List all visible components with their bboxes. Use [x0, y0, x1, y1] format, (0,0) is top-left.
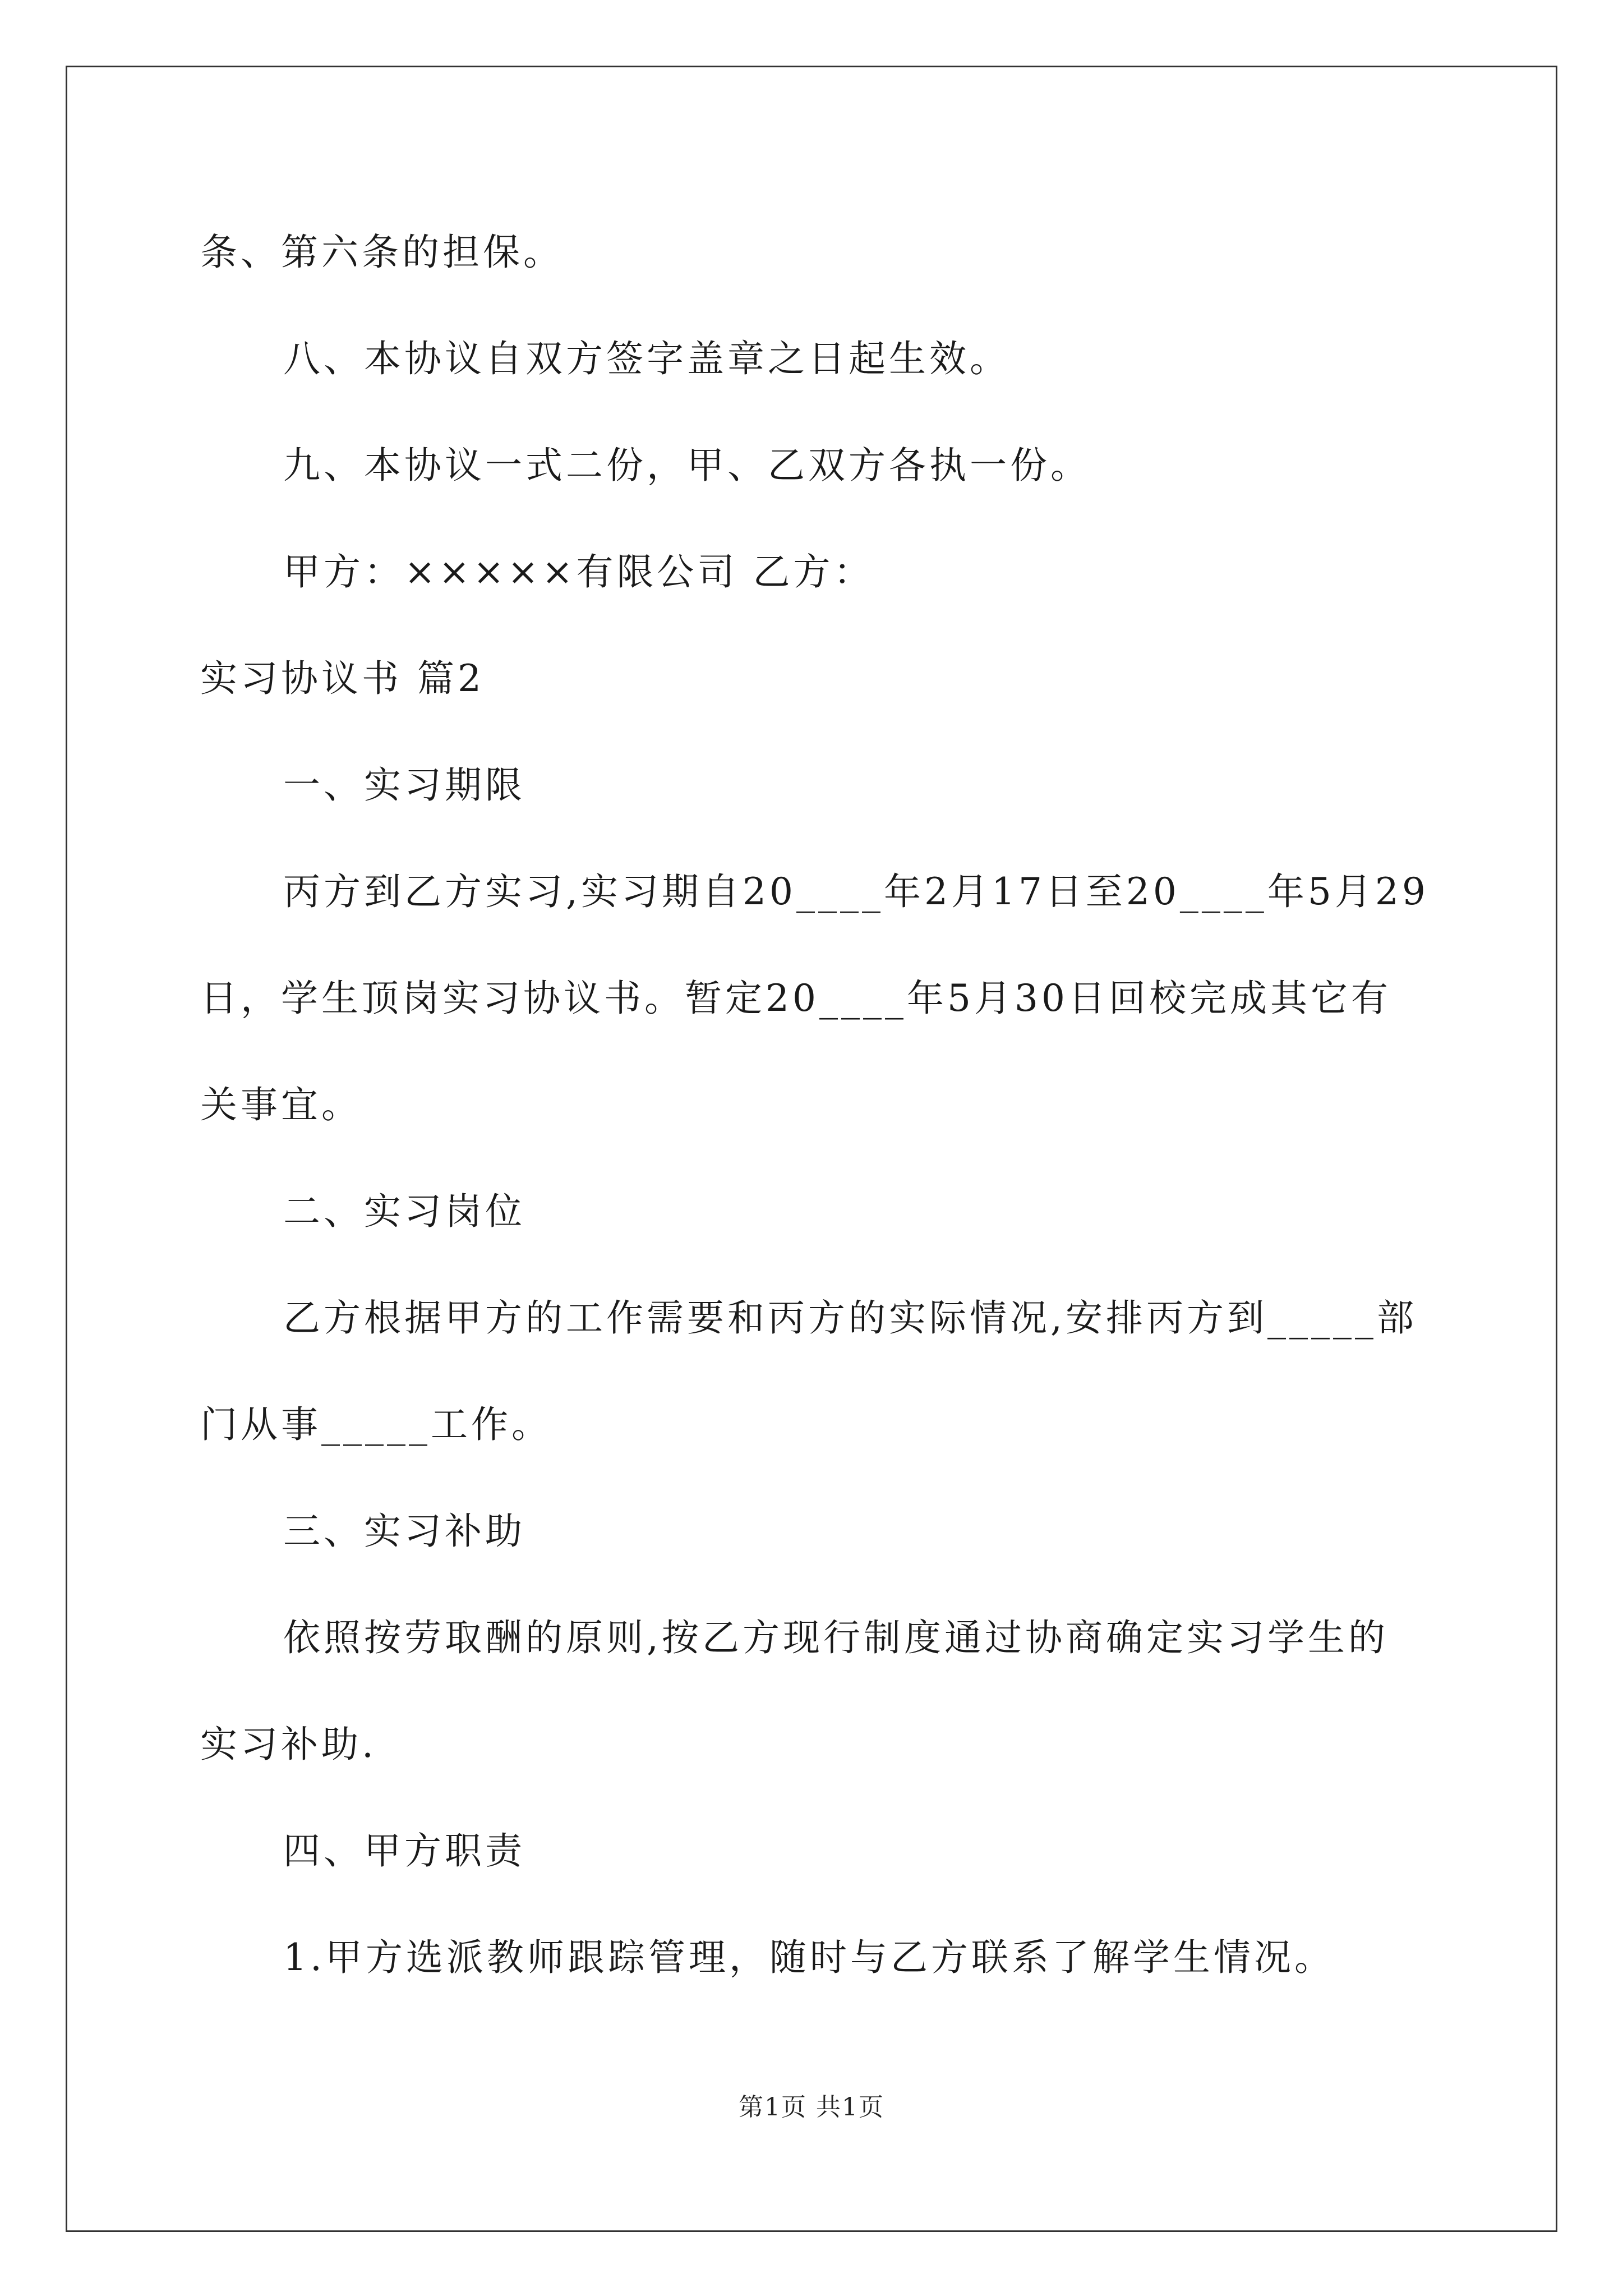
text-line-subsidy-2: 实习补助.: [200, 1723, 377, 1766]
text-line-post-2: 门从事_____工作。: [200, 1403, 552, 1446]
page-border: [66, 66, 1557, 2232]
text-line-parties: 甲方：×××××有限公司 乙方：: [283, 550, 874, 593]
text-line-guarantee: 条、第六条的担保。: [200, 231, 564, 274]
heading-party-a-duties: 四、甲方职责: [283, 1829, 525, 1872]
heading-internship-post: 二、实习岗位: [283, 1190, 525, 1233]
text-line-clause-9: 九、本协议一式二份，甲、乙双方各执一份。: [283, 444, 1091, 487]
page-number-footer: 第1页 共1页: [739, 2093, 884, 2122]
text-line-period-2: 日，学生顶岗实习协议书。暂定20____年5月30日回校完成其它有: [200, 977, 1391, 1020]
heading-internship-subsidy: 三、实习补助: [283, 1510, 525, 1553]
heading-internship-period: 一、实习期限: [283, 763, 525, 807]
text-line-duty-1: 1.甲方选派教师跟踪管理，随时与乙方联系了解学生情况。: [283, 1936, 1335, 1979]
text-line-post-1: 乙方根据甲方的工作需要和丙方的实际情况,安排丙方到_____部: [283, 1296, 1417, 1340]
text-line-period-3: 关事宜。: [200, 1083, 362, 1126]
section-title: 实习协议书 篇2: [200, 657, 485, 700]
text-line-period-1: 丙方到乙方实习,实习期自20____年2月17日至20____年5月29: [283, 870, 1429, 913]
text-line-clause-8: 八、本协议自双方签字盖章之日起生效。: [283, 337, 1010, 380]
text-line-subsidy-1: 依照按劳取酬的原则,按乙方现行制度通过协商确定实习学生的: [283, 1616, 1389, 1659]
